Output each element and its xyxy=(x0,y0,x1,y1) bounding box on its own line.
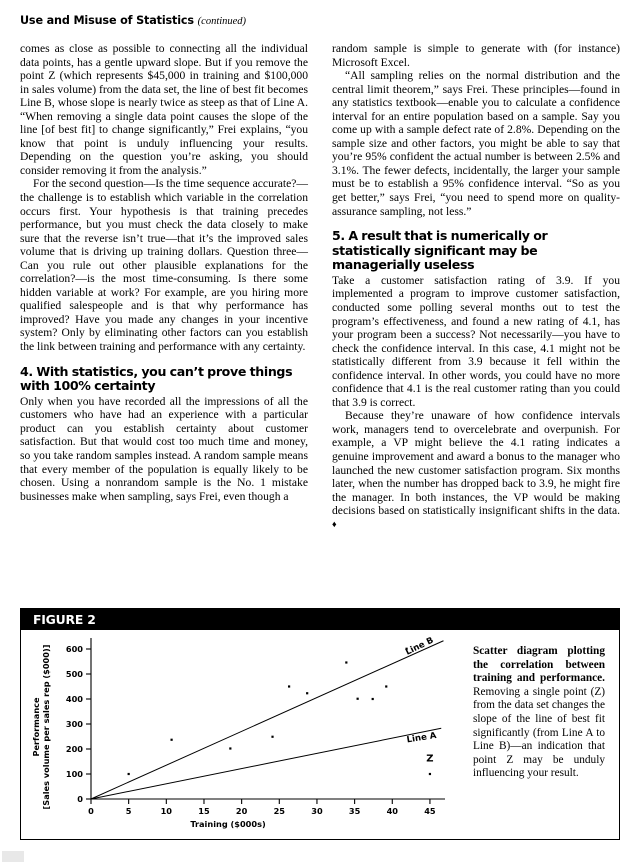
figure-caption-rest: Removing a single point (Z) from the data set changes the slope of the line of best fit significantly (from Line A to Line B)—an indication that point Z may be unduly influencing your result. xyxy=(473,685,605,780)
fit-line-line-a xyxy=(91,728,441,799)
paragraph-text: Because they’re unaware of how confidence intervals work, managers tend to overcelebrate and overpunish. For example, a VP might believe the 4.1 rating indicates a genuine improvement and award a bonus to the manager who launched the new customer satisfaction program. Six months later, when the number has dropped back to 3.9, he might fire the manager. In both instances, the VP would be making decisions based on statistically insignificant shifts in the data. xyxy=(332,409,620,518)
data-point xyxy=(357,698,359,700)
data-point xyxy=(372,698,374,700)
y-tick-label: 100 xyxy=(65,769,83,779)
paragraph: Only when you have recorded all the impressions of all the customers who have had an experience with a particular product can you establish certainty about customer satisfaction. But that would cost too much time and money, so you take random samples instead. A random sample means that every member of the population is equally likely to be chosen. Using a nonrandom sample is the No. 1 mistake businesses make when sampling, says Frei, even though a xyxy=(20,394,308,503)
figure-2-box xyxy=(20,608,620,840)
x-tick-label: 35 xyxy=(348,806,361,816)
data-point xyxy=(229,747,231,749)
x-axis-title: Training ($000s) xyxy=(190,819,266,829)
right-column xyxy=(332,42,620,531)
x-tick-label: 40 xyxy=(386,806,398,816)
paragraph-with-endmark xyxy=(332,409,620,531)
x-tick-label: 15 xyxy=(198,806,210,816)
y-tick-label: 500 xyxy=(65,669,83,679)
paragraph: For the second question—Is the time sequence accurate?—the challenge is to establish which variable in the correlation occurs first. Your hypothesis is that training precedes performance, but you must check the data closely to make sure that the reverse isn’t true—that it’s the improved sales volume that is driving up training dollars. Question three—Can you rule out other plausible explanations for the correlation?—is the most time-consuming. Is there some hidden variable at work? For example, are you hiring more qualified salespeople and is that why performance has improved? Have you made any changes in your incentive system? Only by eliminating other factors can you establish the link between training and performance with any certainty. xyxy=(20,177,308,354)
scatter-chart xyxy=(25,631,455,839)
y-tick-label: 0 xyxy=(77,794,83,804)
bottom-color-swatch xyxy=(2,851,24,862)
figure-caption xyxy=(473,645,605,781)
data-point xyxy=(128,773,130,775)
x-tick-label: 0 xyxy=(88,806,94,816)
article-body xyxy=(20,42,620,597)
left-column xyxy=(20,42,308,503)
y-tick-label: 200 xyxy=(65,744,83,754)
y-tick-label: 400 xyxy=(65,694,83,704)
point-z-label: Z xyxy=(426,753,434,765)
figure-caption-bold: Scatter diagram plotting the correlation between training and performance. xyxy=(473,645,605,685)
running-head xyxy=(20,14,620,27)
y-axis-title-line2: [Sales volume per sales rep ($000)] xyxy=(41,644,51,810)
data-point xyxy=(345,661,347,663)
fit-line-line-b xyxy=(91,641,443,799)
data-point xyxy=(288,685,290,687)
figure-label: FIGURE 2 xyxy=(33,612,96,627)
data-point xyxy=(271,736,273,738)
x-tick-label: 10 xyxy=(160,806,173,816)
x-tick-label: 20 xyxy=(235,806,248,816)
paragraph: “All sampling relies on the normal distribution and the central limit theorem,” says Frei. These principles—found in any statistics textbook—enable you to calculate a confidence interval for an entire population based on a sample. Say you come up with a sample defect rate of 2.8%. Depending on the sample size and other factors, you might be able to say that you’re 95% confident the actual number is between 2.5% and 3.1%. The fewer defects, incidentally, the larger your sample must be to establish a 95% confidence interval. “So as you get better,” says Frei, “you need to spend more on quality-assurance sampling, not less.” xyxy=(332,69,620,218)
x-tick-label: 25 xyxy=(273,806,286,816)
paragraph: comes as close as possible to connecting all the individual data points, has a gentle upward slope. But if you remove the point Z (which represents $45,000 in training and $100,000 in sales volume) from the data set, the line of best fit becomes Line B, whose slope is nearly twice as steep as that of Line A. “When removing a single data point causes the slope of the line [of best fit] to change significantly,” Frei explains, “you know that point is unduly influencing your results. Depending on the question you’re asking, you should consider removing it from the analysis.” xyxy=(20,42,308,177)
data-point xyxy=(385,685,387,687)
running-head-continued: (continued) xyxy=(197,16,247,27)
section-heading-4: 4. With statistics, you can’t prove things with 100% certainty xyxy=(20,363,293,394)
y-tick-label: 300 xyxy=(65,719,83,729)
series-label-line-b: Line B xyxy=(404,635,436,658)
x-tick-label: 5 xyxy=(125,806,132,816)
paragraph: Take a customer satisfaction rating of 3.9. If you implemented a program to improve customer satisfaction, conducted some polling several months out to test the program’s effectiveness, and found a new rating of 4.1, has your program been a success? Not necessarily—you have to check the confidence interval. In this case, 4.1 might not be statistically different from 3.9 because it fell within the confidence interval. In other words, you could have no more confidence that 4.1 is the real customer rating than you could that 3.9 is correct. xyxy=(332,273,620,409)
x-tick-label: 30 xyxy=(311,806,323,816)
data-point xyxy=(170,739,172,741)
data-point xyxy=(429,773,431,775)
y-tick-label: 600 xyxy=(65,644,83,654)
y-axis-title-line1: Performance xyxy=(31,697,41,757)
data-point xyxy=(306,692,308,694)
paragraph: random sample is simple to generate with (for instance) Microsoft Excel. xyxy=(332,42,620,69)
running-head-title: Use and Misuse of Statistics xyxy=(20,14,194,27)
scatter-chart-svg xyxy=(25,631,455,839)
figure-header-bar xyxy=(21,609,619,630)
section-heading-5: 5. A result that is numerically or statistically significant may be managerially useless xyxy=(332,228,548,273)
x-tick-label: 45 xyxy=(424,806,436,816)
series-label-line-a: Line A xyxy=(406,730,438,746)
end-mark-icon: ♦ xyxy=(332,518,337,529)
